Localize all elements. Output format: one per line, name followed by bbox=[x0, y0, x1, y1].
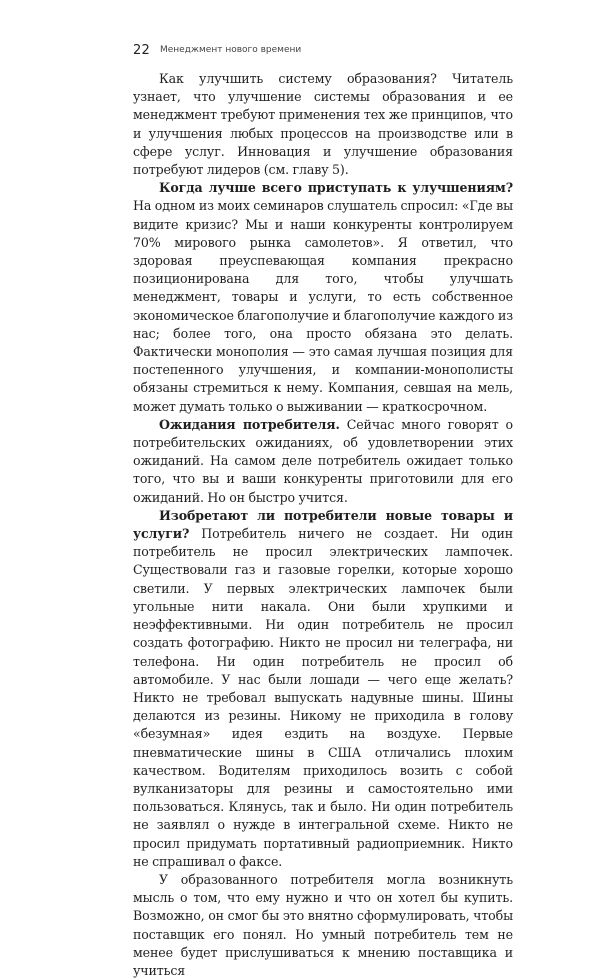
page-number: 22 bbox=[133, 42, 150, 58]
paragraph-education bbox=[133, 70, 513, 179]
paragraph-text: Как улучшить систему образования? Читатель узнает, что улучшение системы образования и ее менеджмент требуют применения тех же принципов, что и улучшения любых процессов на производстве или в сфере услуг. Инновация и улучшение образования потребуют лидеров (см. главу 5). bbox=[133, 71, 513, 178]
paragraph-when-to-improve bbox=[133, 179, 513, 416]
body-text bbox=[133, 70, 513, 980]
running-head-title: Менеджмент нового времени bbox=[159, 45, 302, 55]
paragraph-text: Потребитель ничего не создает. Ни один потребитель не просил электрических лампочек. Существовали газ и газовые горелки, которые хорошо светили. У первых электрических лампочек были угольные нити накала. Они были хрупкими и неэффективными. Ни один потребитель не просил создать фотографию. Никто не просил ни телеграфа, ни телефона. Ни один потребитель не просил об автомобиле. У нас были лошади — чего еще желать? Никто не требовал выпускать надувные шины. Шины делаются из резины. Никому не приходила в голову «безумная» идея ездить на воздухе. Первые пневматические шины в США отличались плохим качеством. Водителям приходилось возить с собой вулканизаторы для резины и самостоятельно ими пользоваться. Клянусь, так и было. Ни один потребитель не заявлял о нужде в интегральной схеме. Никто не просил придумать портативный радиоприемник. Никто не спрашивал о факсе. bbox=[133, 526, 513, 869]
running-head bbox=[133, 40, 513, 60]
paragraph-text: Сейчас много говорят о потребительских ожиданиях, об удовлетворении этих ожиданий. На самом деле потребитель ожидает только того, что вы и ваши конкуренты приготовили для его ожиданий. Но он быстро учится. bbox=[133, 416, 513, 505]
paragraph-text: На одном из моих семинаров слушатель спросил: «Где вы видите кризис? Мы и наши конкуренты контролируем 70% мирового рынка самолетов». Я ответил, что здоровая преуспевающая компания прекрасно позиционирована для того, чтобы улучшать менеджмент, товары и услуги, то есть собственное экономическое благополучие и благополучие каждого из нас; более того, она просто обязана это делать. Фактически монополия — это самая лучшая позиция для постепенного улучшения, и компании-монополисты обязаны стремиться к нему. Компания, севшая на мель, может думать только о выживании — краткосрочном. bbox=[133, 198, 513, 414]
paragraph-lead: Изобретают ли потребители новые товары и услуги? bbox=[133, 507, 513, 542]
paragraph-lead: Когда лучше всего приступать к улучшениям? bbox=[159, 180, 513, 196]
paragraph-educated-customer bbox=[133, 871, 513, 980]
paragraph-text: У образованного потребителя могла возникнуть мысль о том, что ему нужно и что он хотел бы купить. Возможно, он смог бы это внятно сформулировать, чтобы поставщик его понял. Но умный потребитель тем не менее будет прислушиваться к мнению поставщика и учиться bbox=[133, 871, 513, 978]
paragraph-lead: Ожидания потребителя. bbox=[159, 416, 340, 432]
paragraph-customer-expectations bbox=[133, 416, 513, 507]
paragraph-customers-invent bbox=[133, 507, 513, 871]
